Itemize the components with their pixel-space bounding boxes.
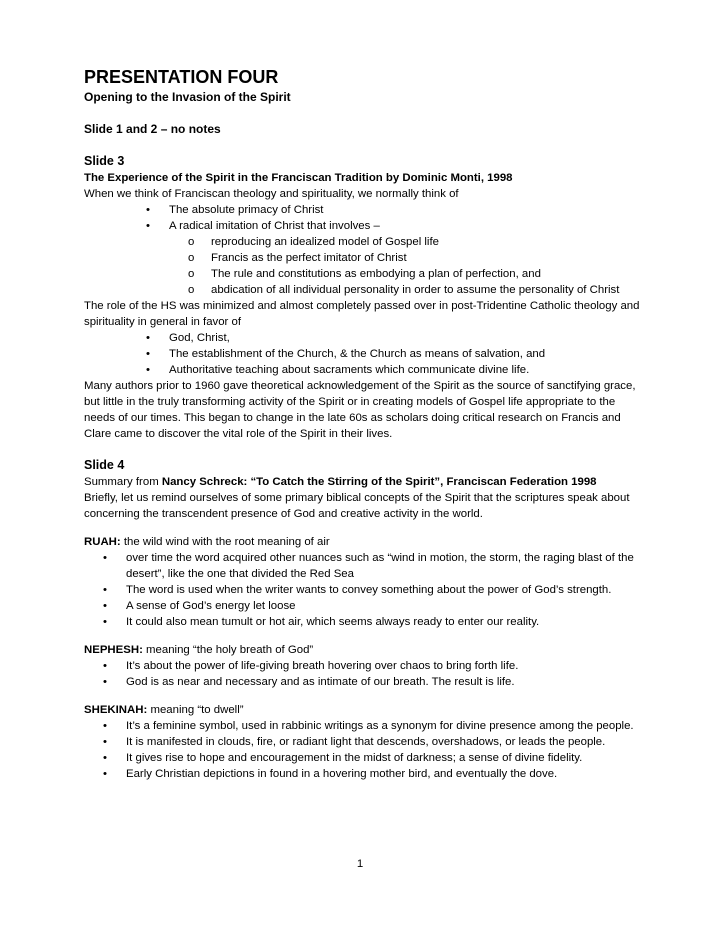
slide3-heading: Slide 3 bbox=[84, 154, 125, 168]
bullet-icon: • bbox=[103, 752, 107, 764]
bullet-icon: • bbox=[103, 720, 107, 732]
bullet-icon: • bbox=[103, 600, 107, 612]
ruah-definition: RUAH: the wild wind with the root meaning of air bbox=[84, 536, 330, 548]
circle-bullet-icon: o bbox=[188, 268, 195, 280]
circle-bullet-icon: o bbox=[188, 284, 195, 296]
list-item: • Early Christian depictions in found in a hovering mother bird, and eventually the dove. bbox=[103, 768, 558, 780]
slide4-summary: Summary from Nancy Schreck: “To Catch the Stirring of the Spirit”, Franciscan Federation 1998 bbox=[84, 476, 597, 488]
slide3-bullets bbox=[84, 202, 640, 234]
slide3-source: The Experience of the Spirit in the Franciscan Tradition by Dominic Monti, 1998 bbox=[84, 172, 513, 184]
list-item: • God, Christ, bbox=[146, 332, 230, 344]
list-item: • Authoritative teaching about sacraments which communicate divine life. bbox=[146, 364, 530, 376]
nephesh-definition: NEPHESH: meaning “the holy breath of God” bbox=[84, 644, 314, 656]
ruah-list bbox=[84, 550, 640, 630]
circle-bullet-icon: o bbox=[188, 236, 195, 248]
list-item: • It gives rise to hope and encouragement in the midst of darkness; a sense of divine fidelity. bbox=[103, 752, 583, 764]
nephesh-list bbox=[84, 658, 640, 690]
bullet-icon: • bbox=[103, 676, 107, 688]
list-item: • The absolute primacy of Christ bbox=[146, 204, 324, 216]
list-item: o Francis as the perfect imitator of Christ bbox=[188, 252, 407, 264]
list-item: o abdication of all individual personality in order to assume the personality of Christ bbox=[188, 284, 620, 296]
page-number: 1 bbox=[356, 858, 364, 870]
list-item: o The rule and constitutions as embodying a plan of perfection, and bbox=[188, 268, 541, 280]
list-item: • It could also mean tumult or hot air, which seems always ready to enter our reality. bbox=[103, 616, 540, 628]
list-item: • The establishment of the Church, & the Church as means of salvation, and bbox=[146, 348, 546, 360]
list-item: • A sense of God’s energy let loose bbox=[103, 600, 296, 612]
list-item: • It is manifested in clouds, fire, or radiant light that descends, overshadows, or leads the people. bbox=[103, 736, 606, 748]
bullet-icon: • bbox=[146, 364, 150, 376]
slide3-paragraph-3: Many authors prior to 1960 gave theoretical acknowledgement of the Spirit as the source of sanctifying grace, but little in the truly transforming activity of the Spirit or in creating models of Gospel life appropriate to the needs of our times. This began to change in the late 60s as scholars doing critical research on Francis and Clare came to discover the vital role of the Spirit in their lives. bbox=[84, 380, 636, 440]
slide3-subbullets bbox=[84, 234, 640, 298]
shekinah-list bbox=[84, 718, 640, 782]
list-item: • The word is used when the writer wants to convey something about the power of God’s strength. bbox=[103, 584, 612, 596]
document-subtitle: Opening to the Invasion of the Spirit bbox=[84, 90, 291, 104]
circle-bullet-icon: o bbox=[188, 252, 195, 264]
bullet-icon: • bbox=[146, 204, 150, 216]
list-item: • It’s about the power of life-giving breath hovering over chaos to bring forth life. bbox=[103, 660, 519, 672]
document-title: PRESENTATION FOUR bbox=[84, 67, 279, 87]
slide3-intro: When we think of Franciscan theology and spirituality, we normally think of bbox=[84, 188, 459, 200]
slide4-heading: Slide 4 bbox=[84, 458, 125, 472]
document-body bbox=[84, 66, 640, 782]
bullet-icon: • bbox=[146, 332, 150, 344]
bullet-icon: • bbox=[103, 768, 107, 780]
bullet-icon: • bbox=[103, 660, 107, 672]
bullet-icon: • bbox=[146, 220, 150, 232]
bullet-icon: • bbox=[103, 616, 107, 628]
list-item: • over time the word acquired other nuances such as “wind in motion, the storm, the raging blast of the desert”, like the one that divided the Red Sea bbox=[103, 552, 634, 580]
list-item: o reproducing an idealized model of Gospel life bbox=[188, 236, 439, 248]
bullet-icon: • bbox=[146, 348, 150, 360]
list-item: • A radical imitation of Christ that involves – bbox=[146, 220, 380, 232]
slide3-paragraph-2: The role of the HS was minimized and almost completely passed over in post-Tridentine Catholic theology and spirituality in general in favor of bbox=[84, 300, 640, 328]
bullet-icon: • bbox=[103, 736, 107, 748]
shekinah-definition: SHEKINAH: meaning “to dwell” bbox=[84, 704, 244, 716]
list-item: • It’s a feminine symbol, used in rabbinic writings as a synonym for divine presence among the people. bbox=[103, 720, 634, 732]
slide4-intro: Briefly, let us remind ourselves of some primary biblical concepts of the Spirit that the scriptures speak about concerning the transcendent presence of God and creative activity in the world. bbox=[84, 492, 630, 520]
slide12-note: Slide 1 and 2 – no notes bbox=[84, 122, 221, 136]
list-item: • God is as near and necessary and as intimate of our breath. The result is life. bbox=[103, 676, 515, 688]
slide3-bullets-2 bbox=[84, 330, 640, 378]
bullet-icon: • bbox=[103, 552, 107, 564]
bullet-icon: • bbox=[103, 584, 107, 596]
